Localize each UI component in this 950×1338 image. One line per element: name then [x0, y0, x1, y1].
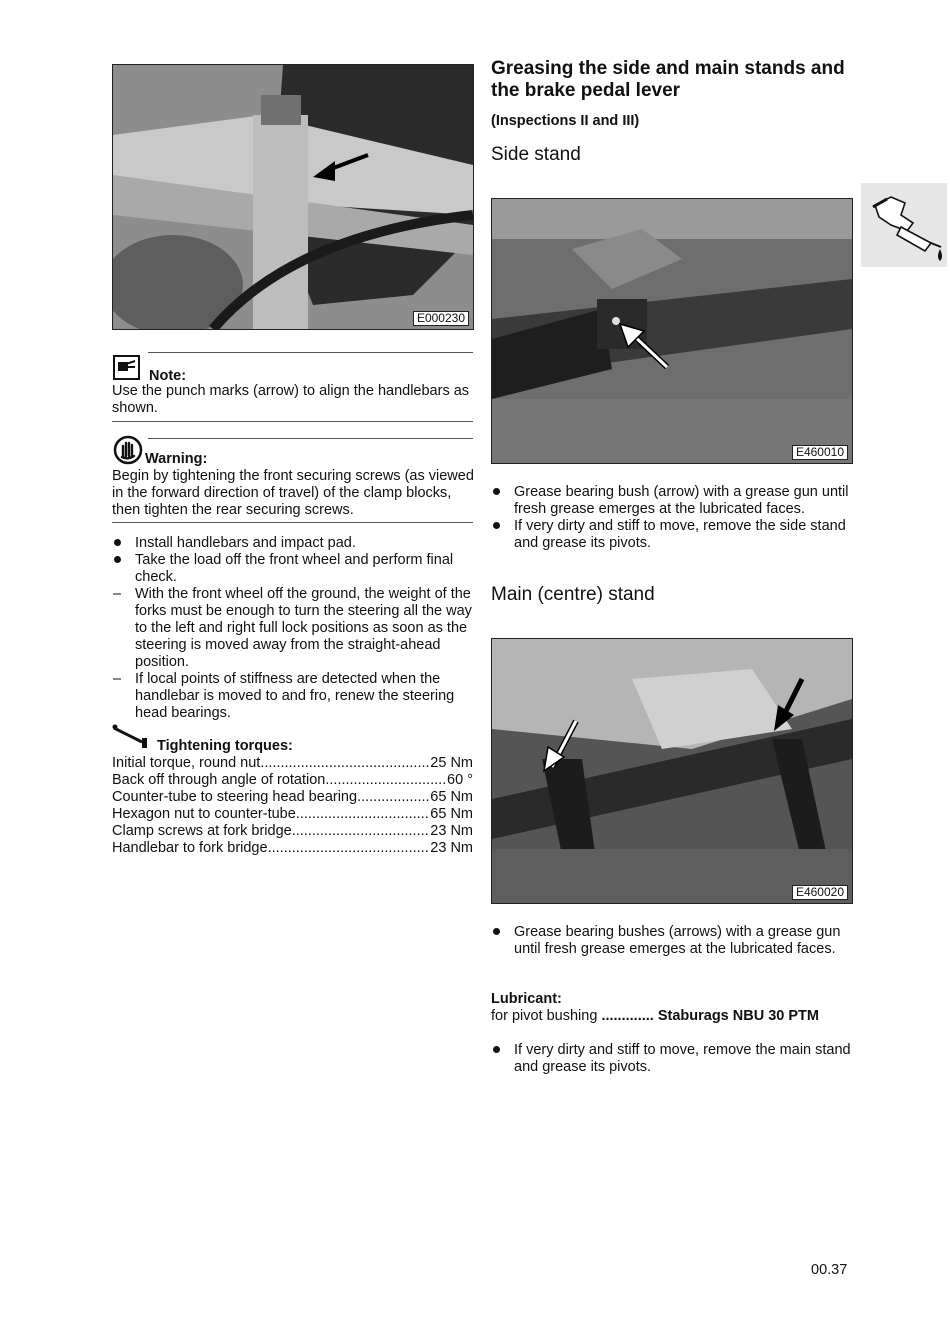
lubricant-label: for pivot bushing	[491, 1008, 598, 1024]
photo-code: E460010	[792, 445, 848, 460]
warning-hand-icon	[113, 435, 143, 465]
warning-title: Warning:	[145, 451, 208, 467]
torque-row: Initial torque, round nut ..... 25 Nm	[112, 755, 473, 772]
main-stand-illustration	[492, 639, 852, 903]
handlebar-steps-list	[113, 535, 472, 722]
torque-wrench-icon	[112, 724, 152, 750]
list-item: Take the load off the front wheel and perform final check.	[113, 552, 472, 586]
side-stand-title: Side stand	[491, 144, 581, 165]
side-stand-steps-list	[492, 484, 852, 552]
list-item: – With the front wheel off the ground, the weight of the forks must be enough to turn the steering all the way to the left and right full lock positions as soon as the steering is moved away from the straight-ahead position.	[113, 586, 472, 670]
section-subheading: (Inspections II and III)	[491, 113, 640, 129]
list-item: If very dirty and stiff to move, remove the side stand and grease its pivots.	[492, 518, 852, 552]
torque-row: Handlebar to fork bridge ..... 23 Nm	[112, 840, 473, 857]
lubrication-tab	[861, 183, 947, 267]
lubricant-line	[491, 1008, 853, 1025]
list-item: If very dirty and stiff to move, remove the main stand and grease its pivots.	[492, 1042, 852, 1076]
list-item: – If local points of stiffness are detected when the handlebar is moved to and fro, renew the steering head bearings.	[113, 671, 455, 721]
warning-text: Begin by tightening the front securing screws (as viewed in the forward direction of travel) of the clamp blocks, then tighten the rear securing screws.	[112, 468, 474, 518]
note-bottom-rule	[112, 421, 473, 422]
handlebar-clamp-illustration	[113, 65, 473, 329]
torque-row: Back off through angle of rotation ..... 60 °	[112, 772, 473, 789]
grease-gun-hand-icon	[861, 183, 947, 267]
note-top-rule	[148, 352, 473, 353]
side-stand-illustration	[492, 199, 852, 463]
note-icon	[113, 355, 140, 380]
page-number: 00.37	[811, 1262, 848, 1278]
photo-code: E460020	[792, 885, 848, 900]
main-stand-step1-list	[492, 924, 852, 958]
lubricant-value: Staburags NBU 30 PTM	[657, 1008, 819, 1024]
list-item: Grease bearing bushes (arrows) with a grease gun until fresh grease emerges at the lubricated faces.	[492, 924, 852, 958]
warning-bottom-rule	[112, 522, 473, 523]
torque-table	[112, 755, 473, 857]
main-stand-title: Main (centre) stand	[491, 584, 655, 605]
lubricant-dots: .............	[601, 1008, 654, 1024]
torques-title: Tightening torques:	[157, 738, 293, 754]
photo-code: E000230	[413, 311, 469, 326]
section-heading: Greasing the side and main stands and the brake pedal lever	[491, 58, 845, 101]
note-title: Note:	[149, 368, 187, 384]
torque-row: Hexagon nut to counter-tube ..... 65 Nm	[112, 806, 473, 823]
torque-row: Clamp screws at fork bridge ..... 23 Nm	[112, 823, 473, 840]
list-item: Install handlebars and impact pad.	[113, 535, 472, 552]
torque-row: Counter-tube to steering head bearing ..... 65 Nm	[112, 789, 473, 806]
handlebar-clamp-photo	[112, 64, 474, 330]
lubricant-title: Lubricant:	[491, 991, 562, 1007]
list-item: Grease bearing bush (arrow) with a grease gun until fresh grease emerges at the lubricated faces.	[492, 484, 852, 518]
main-stand-photo	[491, 638, 853, 904]
side-stand-photo	[491, 198, 853, 464]
note-text: Use the punch marks (arrow) to align the handlebars as shown.	[112, 383, 470, 416]
warning-top-rule	[148, 438, 473, 439]
main-stand-step2-list	[492, 1042, 852, 1076]
